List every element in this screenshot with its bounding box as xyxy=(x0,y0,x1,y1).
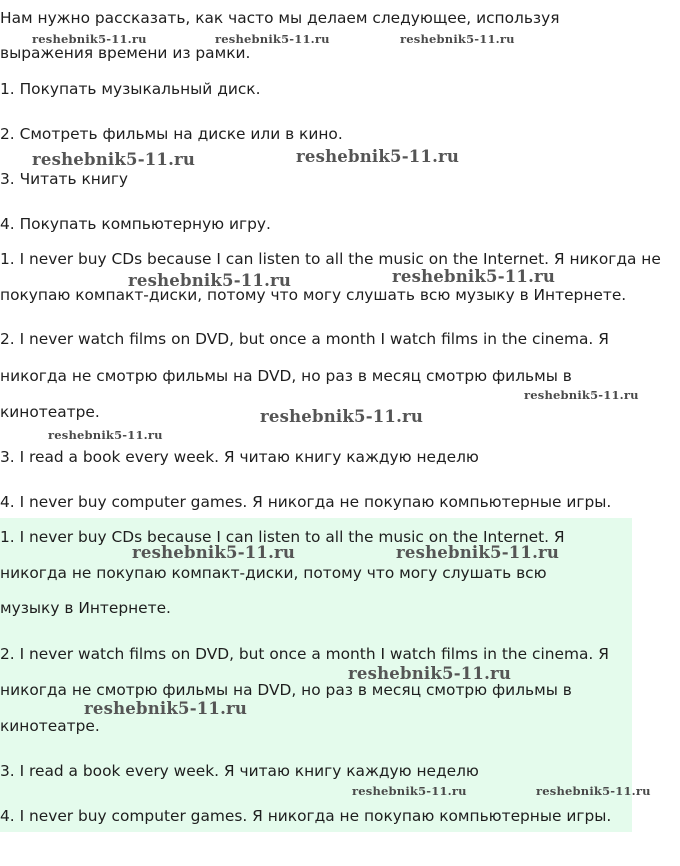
answer-line: кинотеатре. xyxy=(0,403,100,421)
watermark: reshebnik5-11.ru xyxy=(296,147,460,166)
highlighted-line: 4. I never buy computer games. Я никогда не покупаю компьютерные игры. xyxy=(0,807,612,825)
answer-line: 2. I never watch films on DVD, but once a month I watch films in the cinema. Я xyxy=(0,330,609,348)
task-item: 3. Читать книгу xyxy=(0,170,129,188)
highlighted-line: кинотеатре. xyxy=(0,717,100,735)
highlighted-line: 3. I read a book every week. Я читаю книгу каждую неделю xyxy=(0,762,479,780)
highlighted-line: никогда не смотрю фильмы на DVD, но раз в месяц смотрю фильмы в xyxy=(0,681,572,699)
task-item: 2. Смотреть фильмы на диске или в кино. xyxy=(0,125,343,143)
intro-line: выражения времени из рамки. xyxy=(0,44,251,62)
watermark: reshebnik5-11.ru xyxy=(48,428,163,442)
watermark: reshebnik5-11.ru xyxy=(400,32,515,46)
watermark: reshebnik5-11.ru xyxy=(392,267,556,286)
watermark: reshebnik5-11.ru xyxy=(84,699,248,718)
watermark: reshebnik5-11.ru xyxy=(524,388,639,402)
watermark: reshebnik5-11.ru xyxy=(348,664,512,683)
watermark: reshebnik5-11.ru xyxy=(132,543,296,562)
watermark: reshebnik5-11.ru xyxy=(128,271,292,290)
highlighted-line: никогда не покупаю компакт-диски, потому что могу слушать всю xyxy=(0,564,547,582)
highlighted-line: 1. I never buy CDs because I can listen to all the music on the Internet. Я xyxy=(0,528,565,546)
watermark: reshebnik5-11.ru xyxy=(32,150,196,169)
watermark: reshebnik5-11.ru xyxy=(352,784,467,798)
answer-line: 1. I never buy CDs because I can listen to all the music on the Internet. Я никогда не xyxy=(0,250,661,268)
answer-line: никогда не смотрю фильмы на DVD, но раз в месяц смотрю фильмы в xyxy=(0,367,572,385)
answer-line: 4. I never buy computer games. Я никогда не покупаю компьютерные игры. xyxy=(0,493,612,511)
highlighted-line: 2. I never watch films on DVD, but once a month I watch films in the cinema. Я xyxy=(0,645,609,663)
watermark: reshebnik5-11.ru xyxy=(215,32,330,46)
task-item: 4. Покупать компьютерную игру. xyxy=(0,215,271,233)
watermark: reshebnik5-11.ru xyxy=(396,543,560,562)
answer-line: покупаю компакт-диски, потому что могу слушать всю музыку в Интернете. xyxy=(0,286,627,304)
task-item: 1. Покупать музыкальный диск. xyxy=(0,80,261,98)
watermark: reshebnik5-11.ru xyxy=(32,32,147,46)
answer-line: 3. I read a book every week. Я читаю книгу каждую неделю xyxy=(0,448,479,466)
highlighted-line: музыку в Интернете. xyxy=(0,599,171,617)
watermark: reshebnik5-11.ru xyxy=(260,407,424,426)
intro-line: Нам нужно рассказать, как часто мы делаем следующее, используя xyxy=(0,9,560,27)
watermark: reshebnik5-11.ru xyxy=(536,784,651,798)
